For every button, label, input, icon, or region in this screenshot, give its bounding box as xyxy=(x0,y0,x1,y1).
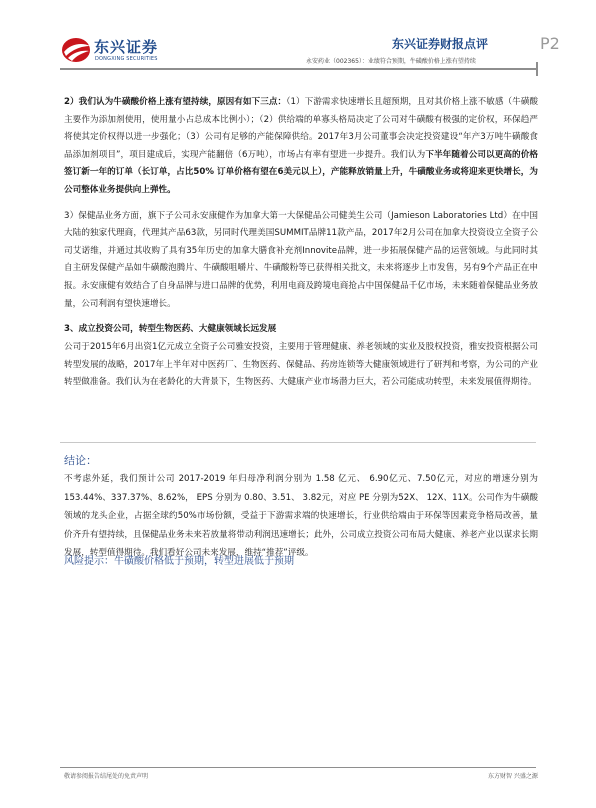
section-heading-investment: 3、成立投资公司，转型生物医药、大健康领域长远发展 xyxy=(64,324,277,335)
paragraph-highlight-bold: 下半年随着公司以更高的价格签订新一年的订单（长订单，占比50% 订单价格有望在6美元以上），产能释放销量上升，牛磺酸业务或将迎来更快增长，为公司整体业务提供向上弹性。 xyxy=(64,149,538,195)
paragraph-lead-bold: 2）我们认为牛磺酸价格上涨有望持续，原因有如下三点： xyxy=(64,97,287,107)
conclusion-body: 不考虑外延，我们预计公司 2017-2019 年归母净利润分别为 1.58 亿元、 6.90亿元、7.50亿元，对应的增速分别为153.44%、337.37%、8.62%， EPS 分别为 0.80、3.51、 3.82元，对应 PE 分别为52X、 12X、11X。公司作为牛磺酸领域的龙头企业，占据全球约50%市场份额，受益于下游需求端的快速增长，行业供给端由于环保等因素竞争格局改善，量价齐升有望持续，且保健品业务未来若放量将带动利润迅速增长；此外，公司成立投资公司布局大健康、养老产业以谋求长期发展，转型值得期待。我们看好公司未来发展，维持“推荐”评级。 xyxy=(64,474,538,559)
header-divider xyxy=(60,68,536,70)
logo-mark-icon xyxy=(60,34,96,64)
paragraph-taurine-price xyxy=(64,94,538,200)
main-content xyxy=(64,94,538,400)
logo-text-en: DONGXING SECURITIES xyxy=(95,56,158,62)
header-divider-tick xyxy=(536,62,538,76)
report-type-title: 东兴证券财报点评 xyxy=(392,37,489,51)
page-number: P2 xyxy=(540,34,560,53)
footer-divider xyxy=(60,767,536,768)
risk-warning: 风险提示：牛磺酸价格低于预期，转型进展低于预期 xyxy=(64,556,294,567)
page-header xyxy=(0,0,596,80)
paragraph-body-text: （1）下游需求快速增长且超预期，且对其价格上涨不敏感（牛磺酸主要作为添加剂使用，使用量小占总成本比例小）；（2）供给端的单寡头格局决定了公司对牛磺酸有极强的定价权，环保趋严将使其定价权得以进一步强化；（3）公司有足够的产能保障供给。2017年3月公司董事会决定投资建设“年产3万吨牛磺酸食品添加剂项目”，项目建成后，实现产能翻倍（6万吨），市场占有率有望进一步提升。我们认为 xyxy=(64,97,538,160)
conclusion-divider xyxy=(60,442,536,443)
conclusion-title: 结论： xyxy=(64,454,97,467)
company-logo xyxy=(60,34,160,70)
paragraph-investment-company: 公司于2015年6月出资1亿元成立全资子公司雅安投资，主要用于管理健康、养老领域的实业及股权投资，雅安投资根据公司转型发展的战略，2017年上半年对中医药厂、生物医药、保健品、药房连锁等大健康领域进行了研判和考察，为公司的产业转型做准备。我们认为在老龄化的大背景下，生物医药、大健康产业市场潜力巨大，若公司能成功转型，未来发展值得期待。 xyxy=(64,342,538,388)
footer-disclaimer: 敬请参阅报告结尾处的免责声明 xyxy=(64,773,149,780)
logo-text-cn: 东兴证券 xyxy=(94,38,159,56)
footer-slogan: 东方财智 兴盛之源 xyxy=(488,773,538,780)
paragraph-health-products: 3）保健品业务方面，旗下子公司永安康健作为加拿大第一大保健品公司健美生公司（Jamieson Laboratories Ltd）在中国大陆的独家代理商，代理其产品63款，另同时代理美国SUMMIT品牌11款产品，2017年2月公司在加拿大投资设立全资子公司艾诺维，并通过其收购了具有35年历史的加拿大膳食补充剂Innovite品牌，进一步拓展保健产品的运营领域。与此同时其自主研发保健产品如牛磺酸泡腾片、牛磺酸咀嚼片、牛磺酸粉等已获得相关批文，未来将逐步上市发售，另有9个产品正在申报。永安康健有效结合了自身品牌与进口品牌的优势，利用电商及跨境电商抢占中国保健品千亿市场，未来随着保健品业务放量，公司利润有望快速增长。 xyxy=(64,210,538,309)
report-subtitle: 永安药业（002365）：业绩符合预期，牛磺酸价格上涨有望持续 xyxy=(306,58,476,65)
